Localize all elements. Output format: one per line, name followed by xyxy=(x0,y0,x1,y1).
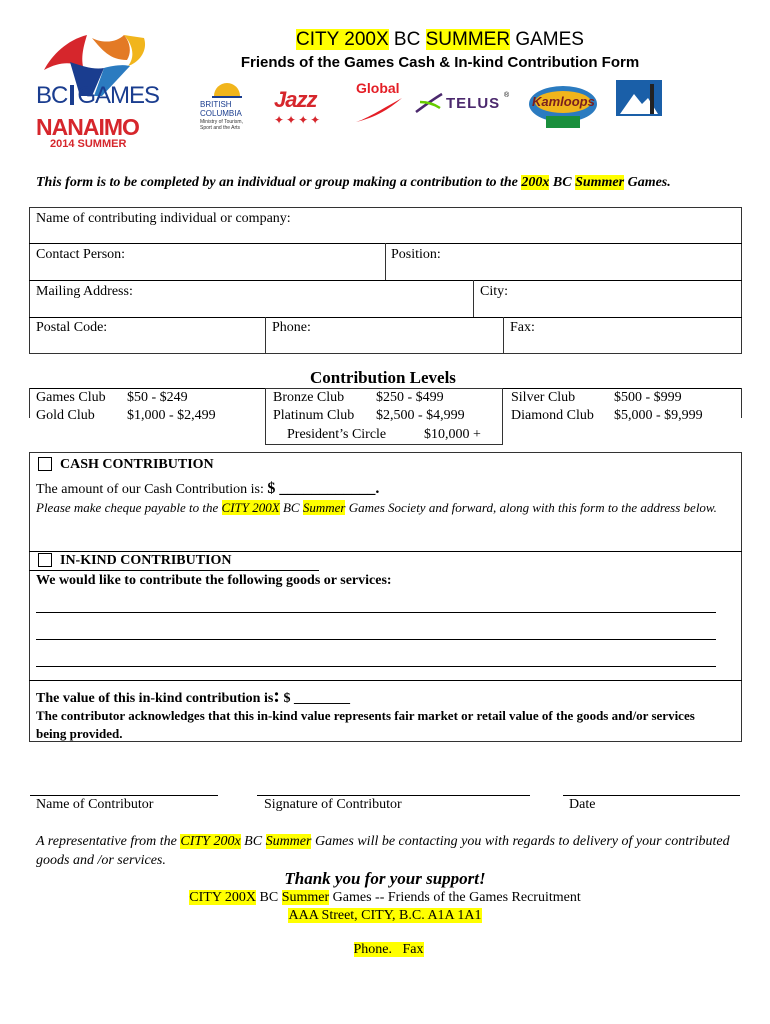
footer-contact-line: Phone. Fax xyxy=(353,942,424,957)
sun-icon xyxy=(212,80,242,98)
contact-person-field[interactable]: Contact Person: xyxy=(36,247,126,262)
cash-heading: CASH CONTRIBUTION xyxy=(60,457,214,472)
inkind-heading: IN-KIND CONTRIBUTION xyxy=(60,553,232,568)
mailing-address-field[interactable]: Mailing Address: xyxy=(36,284,133,299)
intro-text: This form is to be completed by an individual or group making a contribution to the 200x BC Summer Games. xyxy=(36,175,671,190)
levels-title: Contribution Levels xyxy=(310,368,456,387)
logo-year-text: 2014 SUMMER xyxy=(50,138,127,150)
logo-bc-text: BC xyxy=(36,82,68,109)
footer-address-line1: CITY 200X BC Summer Games -- Friends of the Games Recruitment xyxy=(189,890,581,905)
mountain-logo xyxy=(616,80,662,126)
contributor-name-label: Name of Contributor xyxy=(36,797,154,812)
logo-games-text: GAMES xyxy=(77,82,160,109)
inkind-value-field[interactable]: $ ________ xyxy=(279,691,350,706)
level-diamond-club: Diamond Club xyxy=(511,408,594,423)
level-platinum-club: Platinum Club xyxy=(273,408,355,423)
level-range: $500 - $999 xyxy=(614,390,682,405)
signature-line[interactable] xyxy=(257,795,530,796)
contributor-name-line[interactable] xyxy=(30,795,218,796)
level-range: $10,000 + xyxy=(424,427,481,442)
signature-label: Signature of Contributor xyxy=(264,797,402,812)
date-label: Date xyxy=(569,797,596,812)
goods-line-3[interactable] xyxy=(36,666,716,667)
logo-city-text: NANAIMO xyxy=(36,114,139,140)
global-logo: Global xyxy=(354,80,409,130)
maple-leaf-icon: ✦✦✦✦ xyxy=(274,113,323,127)
inkind-acknowledgement: The contributor acknowledges that this in-kind value represents fair market or retail value of the goods and/or services being provided. xyxy=(36,708,695,741)
cash-amount-line: The amount of our Cash Contribution is: $ ____________. xyxy=(36,480,380,497)
cash-note: Please make cheque payable to the CITY 200X BC Summer Games Society and forward, along with this form to the address below. xyxy=(36,500,717,515)
level-range: $5,000 - $9,999 xyxy=(614,408,703,423)
inkind-value-line: The value of this in-kind contribution is: $ ________ xyxy=(36,685,350,707)
level-presidents-circle: President’s Circle xyxy=(287,427,387,442)
level-range: $1,000 - $2,499 xyxy=(127,408,216,423)
inkind-contribution-checkbox[interactable] xyxy=(38,553,52,567)
jazz-logo: Jazz ✦✦✦✦ xyxy=(274,87,323,127)
company-name-field[interactable]: Name of contributing individual or company: xyxy=(36,211,291,226)
goods-line-2[interactable] xyxy=(36,639,716,640)
footer-address-line2: AAA Street, CITY, B.C. A1A 1A1 xyxy=(288,908,482,923)
swoosh-icon xyxy=(354,96,404,126)
date-line[interactable] xyxy=(563,795,740,796)
cash-contribution-checkbox[interactable] xyxy=(38,457,52,471)
level-range: $250 - $499 xyxy=(376,390,444,405)
page-subtitle: Friends of the Games Cash & In-kind Contribution Form xyxy=(240,54,640,71)
bc-government-logo: BRITISH COLUMBIA Ministry of Tourism, Sport and the Arts xyxy=(198,80,258,130)
level-silver-club: Silver Club xyxy=(511,390,576,405)
cash-amount-field[interactable]: $ ____________. xyxy=(267,480,380,497)
page-title: CITY 200X BC SUMMER GAMES xyxy=(296,29,584,50)
representative-note: A representative from the CITY 200x BC Summer Games will be contacting you with regards to delivery of your contributed goods and /or services. xyxy=(36,834,730,868)
level-range: $50 - $249 xyxy=(127,390,188,405)
postal-code-field[interactable]: Postal Code: xyxy=(36,320,108,335)
thank-you-text: Thank you for your support! xyxy=(284,869,486,888)
telus-swirl-icon xyxy=(414,92,444,114)
level-gold-club: Gold Club xyxy=(36,408,95,423)
kamloops-logo: Kamloops xyxy=(526,82,600,130)
phone-field[interactable]: Phone: xyxy=(272,320,311,335)
goods-line-1[interactable] xyxy=(36,612,716,613)
inkind-goods-label: We would like to contribute the following goods or services: xyxy=(36,573,392,588)
mountain-icon xyxy=(616,80,662,126)
fax-field[interactable]: Fax: xyxy=(510,320,535,335)
position-field[interactable]: Position: xyxy=(391,247,441,262)
level-bronze-club: Bronze Club xyxy=(273,390,345,405)
city-field[interactable]: City: xyxy=(480,284,509,299)
telus-logo: TELUS ® xyxy=(414,92,514,118)
level-range: $2,500 - $4,999 xyxy=(376,408,465,423)
level-games-club: Games Club xyxy=(36,390,106,405)
